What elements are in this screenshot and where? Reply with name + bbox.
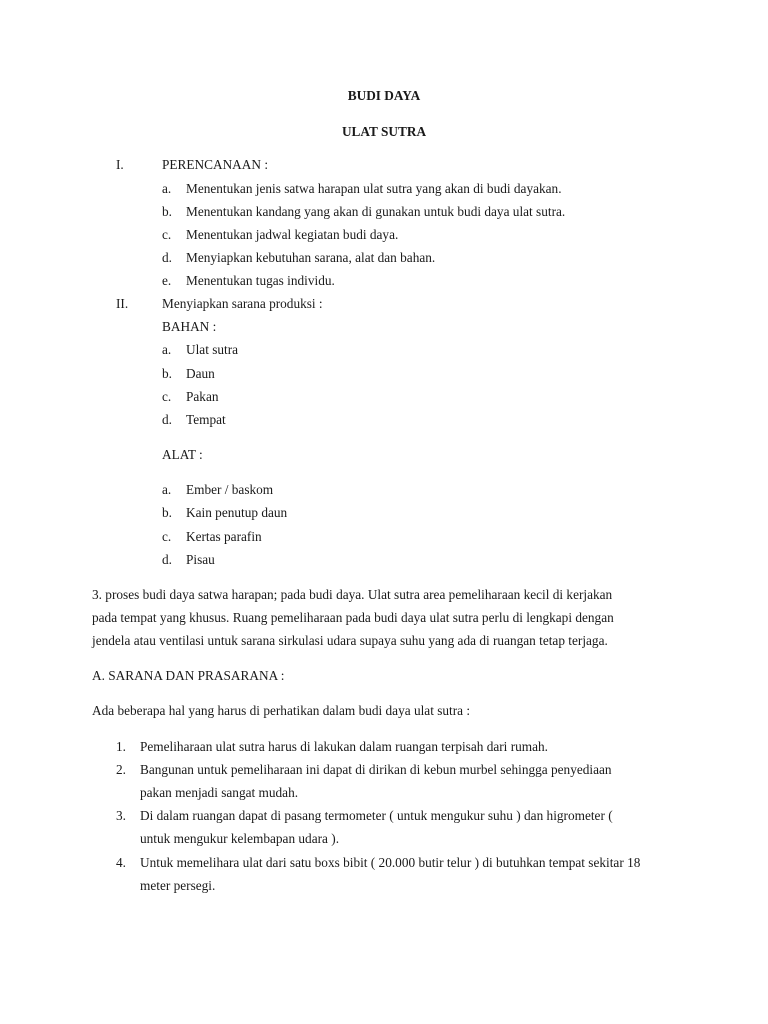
list-marker: a. (162, 482, 172, 497)
bahan-label: BAHAN : (162, 319, 217, 334)
section-1-heading: PERENCANAAN : (162, 157, 269, 172)
list-marker: c. (162, 529, 172, 544)
paragraph-line: jendela atau ventilasi untuk sarana sirkulasi udara supaya suhu yang ada di ruangan tetap terjaga. (92, 633, 608, 648)
section-1-numeral: I. (116, 157, 124, 172)
section-2-heading: Menyiapkan sarana produksi : (162, 296, 323, 311)
list-marker: 4. (116, 855, 126, 870)
list-marker: 2. (116, 762, 126, 777)
list-marker: a. (162, 181, 172, 196)
list-item: Kertas parafin (186, 529, 262, 544)
list-item: Menentukan kandang yang akan di gunakan untuk budi daya ulat sutra. (186, 204, 566, 219)
list-item: Ulat sutra (186, 342, 239, 357)
list-marker: b. (162, 505, 172, 520)
list-marker: c. (162, 389, 172, 404)
list-marker: d. (162, 552, 172, 567)
list-marker: b. (162, 204, 172, 219)
section-2-numeral: II. (116, 296, 129, 311)
list-marker: b. (162, 366, 172, 381)
list-item: Bangunan untuk pemeliharaan ini dapat di dirikan di kebun murbel sehingga penyediaan (140, 762, 612, 777)
list-item: Untuk memelihara ulat dari satu boxs bibit ( 20.000 butir telur ) di butuhkan tempat sekitar 18 (140, 855, 641, 870)
list-item: Kain penutup daun (186, 505, 288, 520)
paragraph-line: pada tempat yang khusus. Ruang pemeliharaan pada budi daya ulat sutra perlu di lengkapi dengan (92, 610, 614, 625)
paragraph-line: 3. proses budi daya satwa harapan; pada budi daya. Ulat sutra area pemeliharaan kecil di kerjakan (92, 587, 613, 602)
list-item: Pemeliharaan ulat sutra harus di lakukan dalam ruangan terpisah dari rumah. (140, 739, 548, 754)
list-marker: 3. (116, 808, 126, 823)
list-item: Menentukan jenis satwa harapan ulat sutra yang akan di budi dayakan. (186, 181, 562, 196)
title-line-2: ULAT SUTRA (341, 124, 427, 139)
list-item: Ember / baskom (186, 482, 274, 497)
list-marker: d. (162, 250, 172, 265)
list-item: Di dalam ruangan dapat di pasang termometer ( untuk mengukur suhu ) dan higrometer ( (140, 808, 613, 823)
list-item: Tempat (186, 412, 226, 427)
list-item: Menyiapkan kebutuhan sarana, alat dan bahan. (186, 250, 436, 265)
list-marker: d. (162, 412, 172, 427)
list-item-continuation: meter persegi. (140, 878, 216, 893)
alat-label: ALAT : (162, 447, 203, 462)
list-item: Pakan (186, 389, 219, 404)
list-marker: c. (162, 227, 172, 242)
list-marker: 1. (116, 739, 126, 754)
list-item: Menentukan tugas individu. (186, 273, 335, 288)
list-marker: e. (162, 273, 172, 288)
list-item-continuation: pakan menjadi sangat mudah. (140, 785, 299, 800)
list-item: Daun (186, 366, 215, 381)
list-item: Pisau (186, 552, 215, 567)
section-a-intro: Ada beberapa hal yang harus di perhatikan dalam budi daya ulat sutra : (92, 703, 471, 718)
list-item-continuation: untuk mengukur kelembapan udara ). (140, 831, 340, 846)
list-item: Menentukan jadwal kegiatan budi daya. (186, 227, 399, 242)
section-a-heading: A. SARANA DAN PRASARANA : (92, 668, 285, 683)
title-line-1: BUDI DAYA (347, 88, 421, 103)
list-marker: a. (162, 342, 172, 357)
